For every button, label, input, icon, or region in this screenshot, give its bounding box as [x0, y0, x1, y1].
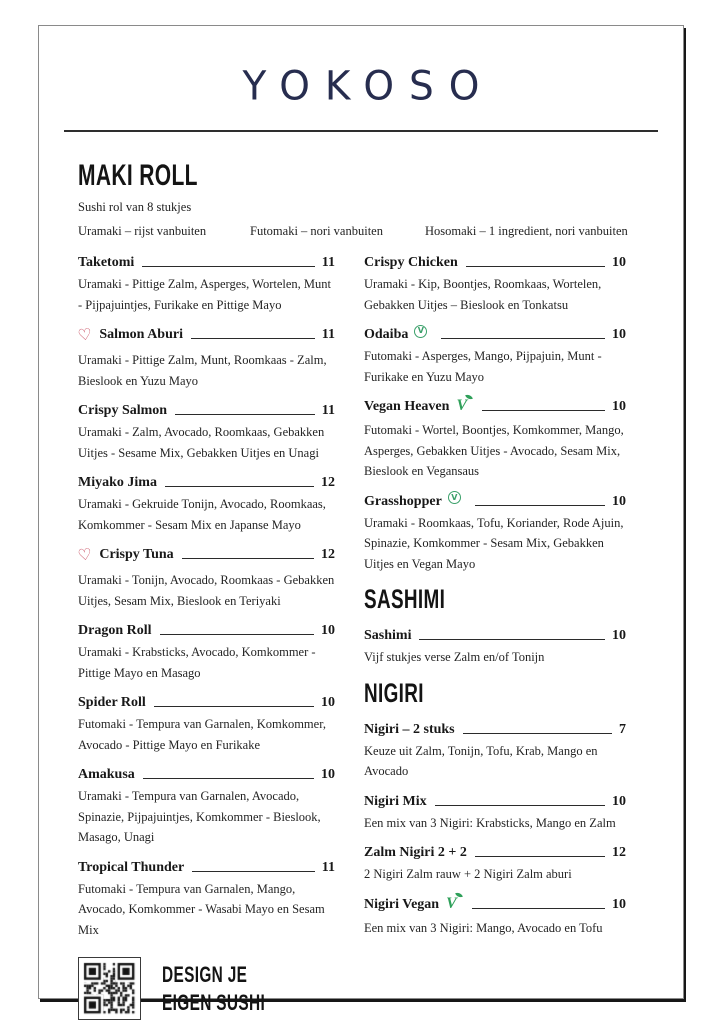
leader-line	[419, 639, 605, 640]
menu-item-name: Tropical Thunder	[78, 859, 185, 875]
menu-item-description: Uramaki - Krabsticks, Avocado, Komkommer - Pittige Mayo en Masago	[78, 645, 316, 680]
menu-item-title-row	[78, 327, 335, 347]
qr-code	[83, 962, 136, 1015]
menu-item	[78, 255, 335, 315]
menu-item-name: Crispy Tuna	[99, 547, 174, 562]
menu-item-name: Crispy Chicken	[364, 255, 458, 270]
leader-line	[165, 486, 314, 487]
menu-item-title-row	[78, 403, 335, 419]
menu-item-description: Uramaki - Zalm, Avocado, Roomkaas, Gebakken Uitjes - Sesame Mix, Gebakken Uitjes en Unagi	[78, 425, 325, 460]
heart-icon	[76, 544, 93, 566]
leader-line	[143, 778, 314, 779]
menu-item-name: Crispy Salmon	[78, 403, 168, 418]
menu-item-name: Nigiri Mix	[364, 793, 427, 809]
menu-item	[78, 623, 335, 683]
leader-line	[475, 505, 605, 506]
brand-logo-wrap	[78, 64, 644, 109]
leader-line	[160, 634, 315, 635]
menu-item	[364, 494, 626, 575]
leader-line	[191, 338, 315, 339]
footer-line2: EIGEN SUSHI	[162, 989, 266, 1015]
menu-item-description: Futomaki - Tempura van Garnalen, Mango, Avocado, Komkommer - Wasabi Mayo en Sesam Mix	[78, 881, 325, 937]
menu-columns	[78, 255, 644, 1020]
menu-item-description: Uramaki - Roomkaas, Tofu, Koriander, Rode Ajuin, Spinazie, Komkommer - Sesam Mix, Gebakken Uitjes en Vegan Mayo	[364, 515, 624, 571]
menu-item-name: Miyako Jima	[78, 475, 157, 490]
menu-item-name: Grasshopper	[364, 493, 442, 509]
menu-item-name: Nigiri – 2 stuks	[364, 721, 455, 737]
menu-item-price: 10	[321, 695, 335, 710]
leader-line	[192, 871, 315, 872]
menu-item	[78, 475, 335, 535]
leader-line	[182, 558, 314, 559]
leader-line	[472, 908, 605, 909]
menu-item-name: Vegan Heaven	[364, 399, 450, 414]
menu-item-description: 2 Nigiri Zalm rauw + 2 Nigiri Zalm aburi	[364, 867, 572, 881]
menu-item-price: 10	[612, 793, 626, 809]
menu-item	[364, 628, 626, 668]
header-divider	[64, 130, 658, 132]
menu-item-name: Nigiri Vegan	[364, 896, 440, 912]
menu-item-price: 11	[321, 327, 335, 342]
section-heading: NIGIRI	[364, 677, 424, 708]
menu-column-left	[78, 255, 335, 1020]
heart-icon	[76, 324, 93, 346]
menu-item-price: 10	[612, 399, 626, 414]
menu-item-description: Een mix van 3 Nigiri: Mango, Avocado en Tofu	[364, 920, 603, 935]
maki-subtitle: Sushi rol van 8 stukjes	[78, 200, 192, 214]
menu-column-right	[364, 255, 626, 1020]
menu-page	[38, 25, 684, 1015]
menu-item-title-row	[364, 255, 626, 271]
leader-line	[463, 733, 612, 734]
menu-item-price: 11	[321, 255, 335, 270]
menu-item-description: Uramaki - Tempura van Garnalen, Avocado, Spinazie, Pijpajuintjes, Komkommer - Bieslook, Masago, Unagi	[78, 789, 321, 844]
menu-item-title-row	[364, 628, 626, 644]
menu-item-price: 12	[321, 547, 335, 562]
menu-item	[78, 547, 335, 611]
menu-item	[364, 845, 626, 885]
menu-item-description: Vijf stukjes verse Zalm en/of Tonijn	[364, 650, 545, 664]
menu-item-price: 7	[619, 721, 626, 737]
menu-item-price: 11	[321, 403, 335, 418]
menu-item	[364, 327, 626, 387]
section-heading: SASHIMI	[364, 584, 446, 614]
legend-entry: Futomaki – nori vanbuiten	[250, 224, 383, 238]
menu-item	[78, 860, 335, 941]
menu-item-title-row	[364, 845, 626, 861]
menu-item-title-row	[78, 623, 335, 639]
menu-item-price: 10	[612, 255, 626, 270]
footer-text	[162, 961, 309, 1017]
menu-item-price: 10	[612, 493, 626, 509]
legend-entry: Uramaki – rijst vanbuiten	[78, 224, 207, 238]
menu-item-description: Futomaki - Asperges, Mango, Pijpajuin, Munt - Furikake en Yuzu Mayo	[364, 349, 602, 384]
menu-item-price: 10	[612, 327, 626, 342]
menu-item-description: Futomaki - Tempura van Garnalen, Komkommer, Avocado - Pittige Mayo en Furikake	[78, 717, 326, 752]
menu-item-description: Uramaki - Pittige Zalm, Munt, Roomkaas - Zalm, Bieslook en Yuzu Mayo	[78, 353, 327, 388]
menu-item-description: Uramaki - Pittige Zalm, Asperges, Wortelen, Munt - Pijpajuintjes, Furikake en Pittige Mayo	[78, 277, 332, 312]
menu-item-title-row	[78, 255, 335, 271]
brand-logo: YOKOSO	[242, 63, 495, 110]
footer-line1: DESIGN JE	[162, 961, 248, 987]
qr-box	[78, 957, 141, 1020]
maki-legend	[78, 224, 644, 239]
menu-item-name: Zalm Nigiri 2 + 2	[364, 845, 467, 860]
menu-item-title-row	[364, 399, 626, 417]
menu-item-name: Odaiba	[364, 327, 409, 342]
menu-item	[364, 897, 626, 939]
menu-item	[364, 255, 626, 315]
menu-item-price: 10	[612, 896, 626, 912]
menu-item	[364, 722, 626, 782]
leader-line	[475, 856, 605, 857]
menu-item-name: Sashimi	[364, 628, 412, 643]
menu-item-title-row	[78, 695, 335, 711]
menu-item-name: Dragon Roll	[78, 623, 152, 638]
menu-item	[364, 794, 626, 834]
menu-item-title-row	[364, 722, 626, 738]
menu-item-title-row	[364, 794, 626, 810]
vegan-icon	[456, 397, 467, 415]
menu-item-description: Uramaki - Gekruide Tonijn, Avocado, Roomkaas, Komkommer - Sesam Mix en Japanse Mayo	[78, 497, 326, 532]
menu-item-title-row	[364, 897, 626, 915]
menu-item	[78, 403, 335, 463]
menu-item-title-row	[78, 860, 335, 876]
menu-item-price: 12	[612, 845, 626, 860]
section-title-maki: MAKI ROLL	[78, 159, 198, 192]
menu-item-name: Amakusa	[78, 767, 135, 782]
menu-item-price: 10	[321, 623, 335, 638]
menu-item-price: 10	[612, 628, 626, 643]
leader-line	[154, 706, 314, 707]
menu-item-title-row	[364, 494, 626, 510]
menu-item-price: 10	[321, 767, 335, 782]
menu-item-description: Keuze uit Zalm, Tonijn, Tofu, Krab, Mango en Avocado	[364, 743, 598, 778]
leader-line	[175, 414, 315, 415]
legend-entry: Hosomaki – 1 ingredient, nori vanbuiten	[425, 224, 628, 238]
footer	[78, 957, 335, 1020]
menu-item-name: Spider Roll	[78, 695, 146, 710]
leader-line	[482, 410, 605, 411]
menu-item-description: Uramaki - Kip, Boontjes, Roomkaas, Wortelen, Gebakken Uitjes – Bieslook en Tonkatsu	[364, 277, 602, 312]
vegetarian-icon	[414, 325, 427, 338]
menu-item	[78, 767, 335, 848]
menu-item-title-row	[364, 327, 626, 343]
menu-item-price: 12	[321, 475, 335, 490]
menu-item-description: Een mix van 3 Nigiri: Krabsticks, Mango en Zalm	[364, 815, 616, 830]
vegan-icon	[446, 895, 457, 913]
leader-line	[435, 805, 605, 806]
leader-line	[441, 338, 605, 339]
menu-item	[78, 695, 335, 755]
menu-item-price: 11	[321, 859, 335, 875]
leader-line	[466, 266, 605, 267]
menu-item	[78, 327, 335, 391]
menu-item-title-row	[78, 767, 335, 783]
menu-item-description: Futomaki - Wortel, Boontjes, Komkommer, Mango, Asperges, Gebakken Uitjes - Avocado, Sesam Mix, Bieslook en Vegansaus	[364, 423, 624, 478]
menu-item	[364, 399, 626, 482]
menu-item-title-row	[78, 547, 335, 567]
menu-item-name: Salmon Aburi	[99, 327, 183, 342]
vegetarian-icon	[448, 491, 461, 504]
menu-item-name: Taketomi	[78, 255, 135, 270]
menu-item-title-row	[78, 475, 335, 491]
leader-line	[142, 266, 314, 267]
menu-item-description: Uramaki - Tonijn, Avocado, Roomkaas - Gebakken Uitjes, Sesam Mix, Bieslook en Teriyaki	[78, 573, 335, 608]
